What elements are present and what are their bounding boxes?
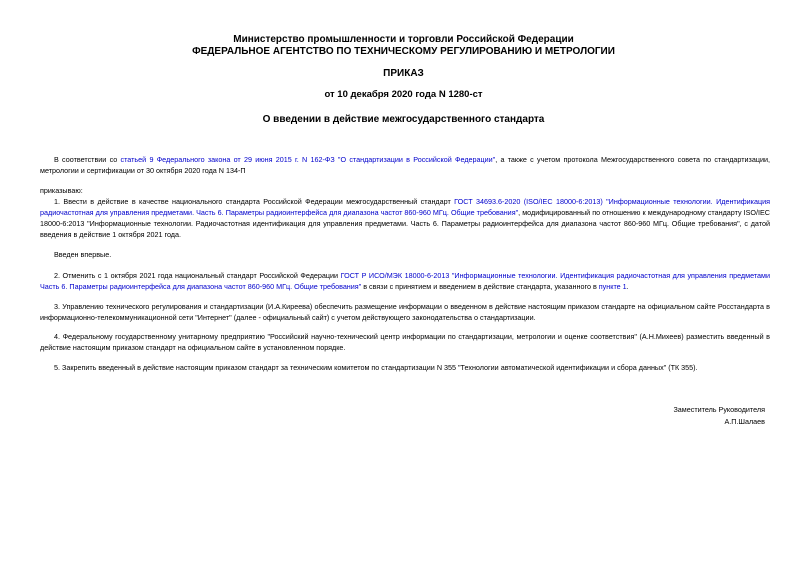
ministry-heading: Министерство промышленности и торговли Российской Федерации [233, 34, 574, 45]
signature-position: Заместитель Руководителя [673, 405, 765, 414]
doc-type-heading: ПРИКАЗ [383, 68, 424, 79]
date-number-heading: от 10 декабря 2020 года N 1280-ст [324, 89, 483, 100]
signature-name: А.П.Шалаев [724, 417, 765, 426]
gost-34693-link[interactable]: ГОСТ 34693.6-2020 (ISO/IEC 18000-6:2013) "Информационные технологии. Идентификация радиочастотная для управления предметами. Часть 6. Параметры радиоинтерфейса для диапазона частот 860-960 МГц. Общие требования" [40, 197, 770, 217]
point-1-link[interactable]: пункте 1 [598, 282, 627, 291]
item-1-text-1: 1. Ввести в действие в качестве национального стандарта Российской Федерации межгосударственный стандарт [54, 197, 455, 206]
introduced-first-note: Введен впервые. [54, 250, 112, 259]
item-5-paragraph: 5. Закрепить введенный в действие настоящим приказом стандарт за техническим комитетом по стандартизации N 355 "Технологии автоматической идентификации и сбора данных" (ТК 355). [54, 363, 698, 372]
document-title: О введении в действие межгосударственного стандарта [262, 114, 545, 125]
item-2-paragraph [40, 270, 770, 292]
intro-text-1: В соответствии со [54, 155, 121, 164]
order-word: приказываю: [40, 186, 83, 195]
intro-text-2: , а также с учетом протокола Межгосударственного совета по стандартизации, метрологии и сертификации от 30 октября 2020 года N 134-П [40, 155, 770, 175]
item-2-text-1: 2. Отменить с 1 октября 2021 года национальный стандарт Российской Федерации [54, 271, 341, 280]
agency-heading: ФЕДЕРАЛЬНОЕ АГЕНТСТВО ПО ТЕХНИЧЕСКОМУ РЕГУЛИРОВАНИЮ И МЕТРОЛОГИИ [192, 46, 615, 57]
item-2-text-2: в связи с принятием и введением в действие стандарта, указанного в [361, 282, 599, 291]
item-3-paragraph: 3. Управлению технического регулирования и стандартизации (И.А.Киреева) обеспечить размещение информации о введенном в действие настоящим приказом стандарте на официальном сайте Росстандарта в информационно-телекоммуникационной сети "Интернет" (далее - официальный сайт) с учетом действующего законодательства о стандартизации. [40, 302, 770, 322]
gost-r-iso-link[interactable]: ГОСТ Р ИСО/МЭК 18000-6-2013 "Информационные технологии. Идентификация радиочастотная для управления предметами Часть 6. Параметры радиоинтерфейса для диапазона частот 860-960 МГц. Общие требования" [40, 271, 770, 291]
intro-paragraph [40, 154, 770, 176]
item-4-paragraph: 4. Федеральному государственному унитарному предприятию "Российский научно-технический центр информации по стандартизации, метрологии и оценке соответствия" (А.Н.Михеев) разместить введенный в действие настоящим приказом стандарт на официальном сайте в установленном порядке. [40, 332, 770, 352]
law-link[interactable]: статьей 9 Федерального закона от 29 июня 2015 г. N 162-ФЗ "О стандартизации в Российской Федерации" [120, 155, 496, 164]
item-1-paragraph [40, 196, 770, 240]
item-2-text-3: . [626, 282, 629, 291]
item-1-text-2: , модифицированный по отношению к международному стандарту ISO/IEC 18000-6:2013 "Информационные технологии. Радиочастотная идентификация для управления предметами. Часть 6. Параметры радиоинтерфейса для диапазона частот 860-960 МГц. Общие требования", с датой введения в действие 1 октября 2021 года. [40, 208, 770, 239]
